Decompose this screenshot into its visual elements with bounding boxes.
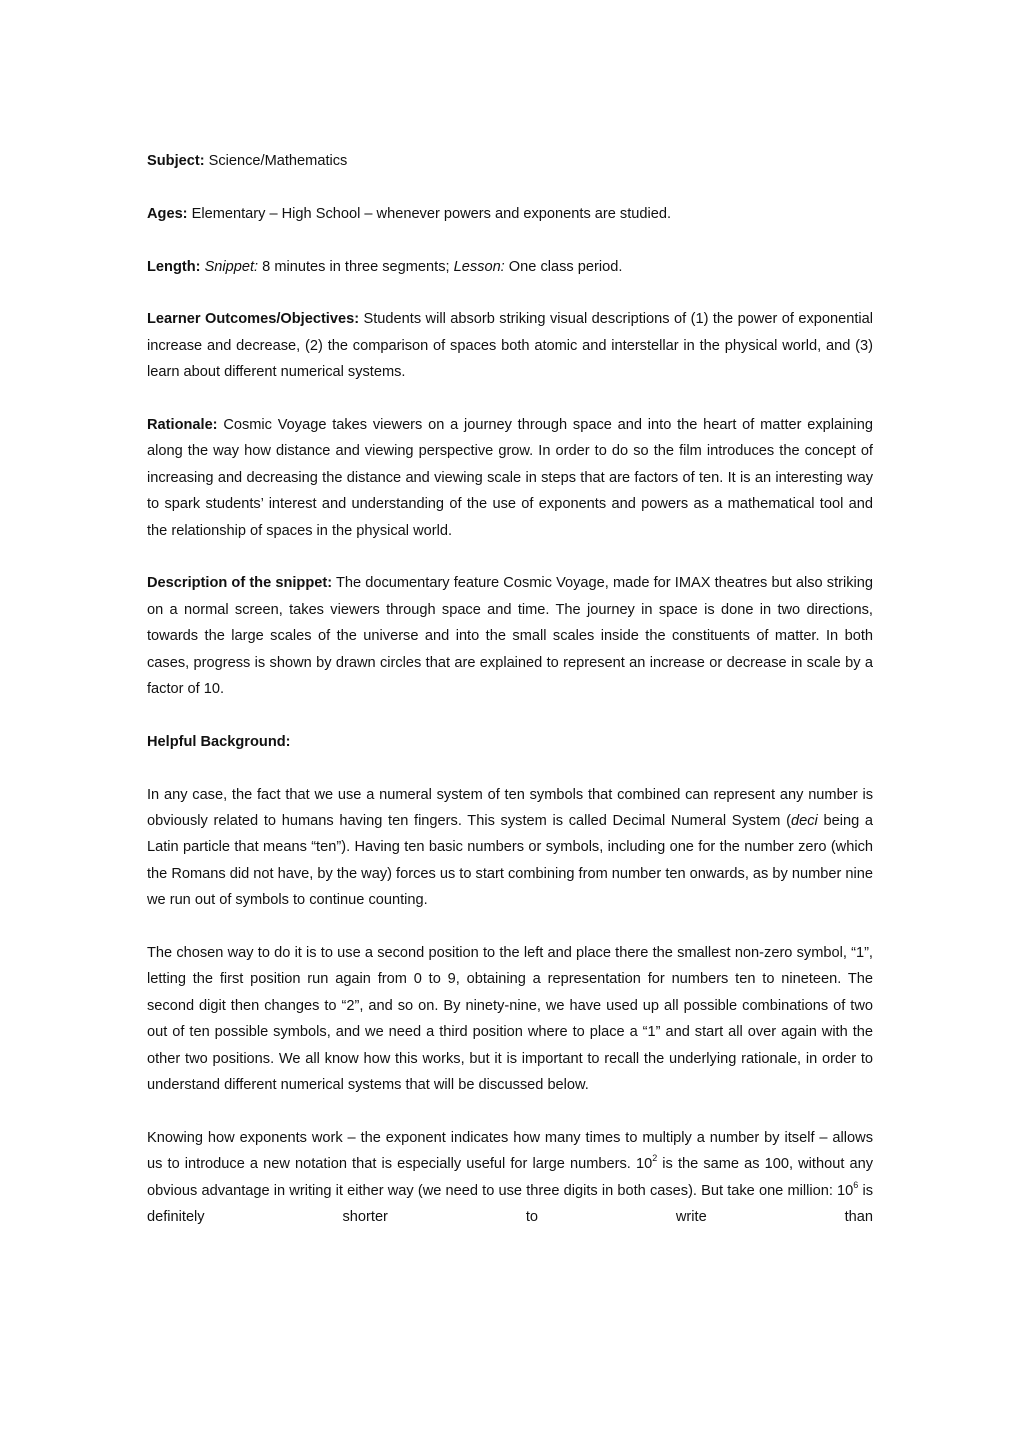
subject-line: Subject: Science/Mathematics [147,153,348,169]
description-paragraph: Description of the snippet: The documentary feature Cosmic Voyage, made for IMAX theatres but also striking on a normal screen, takes viewers through space and time. The journey in space is done in two directions, towards the large scales of the universe and into the small scales inside the constituents of matter. In both cases, progress is shown by drawn circles that are explained to represent an increase or decrease in scale by a factor of 10. [147,575,873,698]
body-paragraph-3: Knowing how exponents work – the exponent indicates how many times to multiply a number by itself – allows us to introduce a new notation that is especially useful for large numbers. $10^2$ is the same as 100, without any obvious advantage in writing it either way (we need to use three digits in both cases). But take one million: $10^6$ is definitely shorter to write than [147,1129,873,1226]
body-paragraph-1: In any case, the fact that we use a numeral system of ten symbols that combined can represent any number is obviously related to humans having ten fingers. This system is called Decimal Numeral System (deci being a Latin particle that means “ten”). Having ten basic numbers or symbols, including one for the number zero (which the Romans did not have, by the way) forces us to start combining from number ten onwards, as by number nine we run out of symbols to continue counting. [147,786,873,909]
document-page [147,148,873,1257]
length-line: Length: Snippet: 8 minutes in three segments; Lesson: One class period. [147,258,623,275]
background-heading: Helpful Background: [147,733,291,750]
rationale-paragraph: Rationale: Cosmic Voyage takes viewers on a journey through space and into the heart of matter explaining along the way how distance and viewing perspective grow. In order to do so the film introduces the concept of increasing and decreasing the distance and viewing scale in steps that are factors of ten. It is an interesting way to spark students’ interest and understanding of the use of exponents and powers as a mathematical tool and the relationship of spaces in the physical world. [147,417,873,539]
body-paragraph-2: The chosen way to do it is to use a second position to the left and place there the smallest non-zero symbol, “1”, letting the first position run again from 0 to 9, obtaining a representation for numbers ten to nineteen. The second digit then changes to “2”, and so on. By ninety-nine, we have used up all possible combinations of two out of ten possible symbols, and we need a third position where to place a “1” and start all over again with the other two positions. We all know how this works, but it is important to recall the underlying rationale, in order to understand different numerical systems that will be discussed below. [147,945,873,1094]
outcomes-paragraph: Learner Outcomes/Objectives: Students will absorb striking visual descriptions of (1) the power of exponential increase and decrease, (2) the comparison of spaces both atomic and interstellar in the physical world, and (3) learn about different numerical systems. [147,311,873,381]
ages-line: Ages: Elementary – High School – whenever powers and exponents are studied. [147,205,672,222]
